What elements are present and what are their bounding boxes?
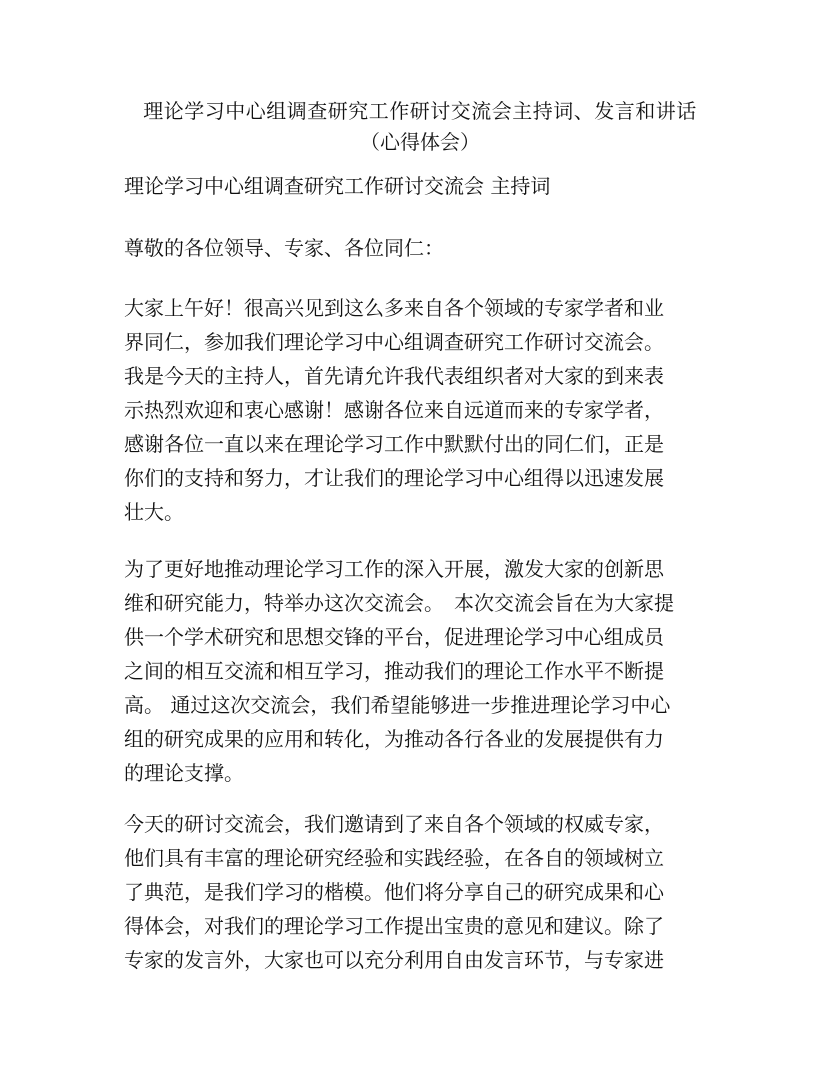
paragraph-line: 界同仁，参加我们理论学习中心组调查研究工作研讨交流会。 — [124, 330, 664, 354]
paragraph-line: 高。 通过这次交流会，我们希望能够进一步推进理论学习中心 — [124, 693, 671, 717]
paragraph-line: 我是今天的主持人，首先请允许我代表组织者对大家的到来表 — [124, 364, 664, 388]
paragraph-line: 壮大。 — [124, 500, 184, 524]
paragraph-line: 得体会，对我们的理论学习工作提出宝贵的意见和建议。除了 — [124, 914, 664, 938]
paragraph-line: 供一个学术研究和思想交锋的平台，促进理论学习中心组成员 — [124, 625, 664, 649]
paragraph-1 — [124, 291, 714, 529]
paragraph-line: 维和研究能力，特举办这次交流会。 本次交流会旨在为大家提 — [124, 591, 674, 615]
paragraph-line: 你们的支持和努力，才让我们的理论学习中心组得以迅速发展 — [124, 466, 664, 490]
paragraph-line: 组的研究成果的应用和转化，为推动各行各业的发展提供有力 — [124, 727, 664, 751]
paragraph-line: 他们具有丰富的理论研究经验和实践经验，在各自的领域树立 — [124, 846, 664, 870]
document-title-line-1: 理论学习中心组调查研究工作研讨交流会主持词、发言和讲话 — [143, 99, 697, 123]
paragraph-line: 大家上午好！很高兴见到这么多来自各个领域的专家学者和业 — [124, 296, 664, 320]
paragraph-line: 感谢各位一直以来在理论学习工作中默默付出的同仁们，正是 — [124, 432, 664, 456]
paragraph-line: 了典范，是我们学习的楷模。他们将分享自己的研究成果和心 — [124, 880, 664, 904]
paragraph-line: 为了更好地推动理论学习工作的深入开展，激发大家的创新思 — [124, 557, 664, 581]
paragraph-2 — [124, 552, 714, 790]
paragraph-line: 今天的研讨交流会，我们邀请到了来自各个领域的权威专家， — [124, 812, 664, 836]
document-title-line-2: （心得体会） — [360, 130, 480, 154]
section-heading: 理论学习中心组调查研究工作研讨交流会 主持词 — [124, 174, 551, 198]
paragraph-line: 示热烈欢迎和衷心感谢！感谢各位来自远道而来的专家学者， — [124, 398, 664, 422]
paragraph-3 — [124, 807, 714, 977]
paragraph-line: 的理论支撑。 — [124, 761, 244, 785]
salutation: 尊敬的各位领导、专家、各位同仁： — [124, 236, 444, 260]
paragraph-line: 专家的发言外，大家也可以充分利用自由发言环节，与专家进 — [124, 948, 664, 972]
paragraph-line: 之间的相互交流和相互学习，推动我们的理论工作水平不断提 — [124, 659, 664, 683]
